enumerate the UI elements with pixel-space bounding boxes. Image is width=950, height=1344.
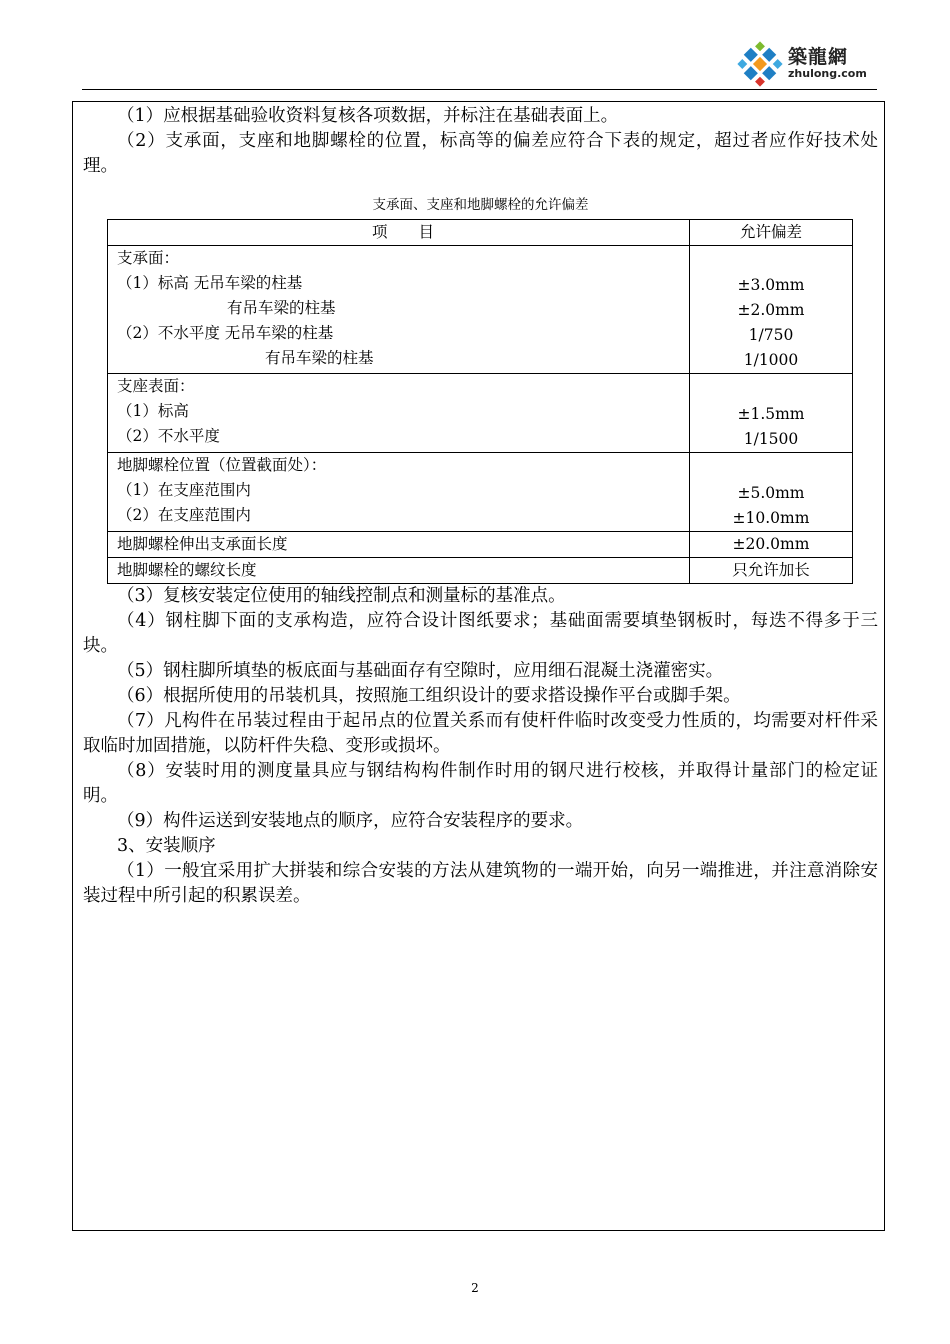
paragraph-8: （8）安装时用的测度量具应与钢结构构件制作时用的钢尺进行校核，并取得计量部门的检定证明。: [83, 761, 878, 806]
section-heading: 3、安装顺序: [117, 836, 216, 856]
table-row: [108, 453, 853, 532]
document-body: [83, 104, 878, 909]
table-row: [108, 558, 853, 584]
table-caption: 支承面、支座和地脚螺栓的允许偏差: [372, 197, 589, 213]
page-number: 2: [471, 1281, 479, 1295]
value-line: ±3.0mm: [737, 276, 805, 294]
group-line: （2）不水平度 无吊车梁的柱基: [117, 324, 334, 342]
table-header-row: [108, 220, 853, 246]
value-line: ±10.0mm: [732, 509, 810, 527]
paragraph-2: （2）支承面，支座和地脚螺栓的位置，标高等的偏差应符合下表的规定，超过者应作好技术处理。: [83, 131, 878, 176]
header-value: 允许偏差: [690, 220, 853, 246]
group-title: 支座表面：: [117, 377, 195, 395]
value-line: 1/750: [748, 326, 794, 344]
paragraph-4: （4）钢柱脚下面的支承构造，应符合设计图纸要求；基础面需要填垫钢板时，每迭不得多于三块。: [83, 611, 878, 656]
value-line: ±2.0mm: [737, 301, 805, 319]
row-value: ±20.0mm: [690, 532, 853, 558]
group-line: （1）在支座范围内: [117, 481, 251, 499]
group-line: 有吊车梁的柱基: [227, 299, 336, 317]
row-item: 地脚螺栓的螺纹长度: [108, 558, 690, 584]
paragraph-3: （3）复核安装定位使用的轴线控制点和测量标的基准点。: [117, 586, 566, 606]
header-item: 项 目: [108, 220, 690, 246]
table-row: [108, 374, 853, 453]
zhulong-logo: [736, 36, 876, 88]
row-value: 只允许加长: [690, 558, 853, 584]
value-line: ±1.5mm: [737, 405, 805, 423]
group-line: （2）不水平度: [117, 427, 220, 445]
group-title: 地脚螺栓位置（位置截面处）：: [117, 456, 327, 474]
paragraph-10: （1）一般宜采用扩大拼装和综合安装的方法从建筑物的一端开始，向另一端推进，并注意消除安装过程中所引起的积累误差。: [83, 861, 878, 906]
group-line: （1）标高 无吊车梁的柱基: [117, 274, 303, 292]
group-line: （2）在支座范围内: [117, 506, 251, 524]
logo-name-cn: 築龍網: [788, 46, 849, 68]
group-line: （1）标高: [117, 402, 189, 420]
value-line: ±5.0mm: [737, 484, 805, 502]
paragraph-1: （1）应根据基础验收资料复核各项数据，并标注在基础表面上。: [117, 106, 619, 126]
logo-domain: zhulong.com: [788, 67, 867, 80]
value-line: 1/1500: [743, 430, 799, 448]
tolerance-table: [107, 219, 853, 584]
logo-mark-icon: [736, 40, 784, 88]
value-line: 1/1000: [743, 351, 799, 369]
row-item: 地脚螺栓伸出支承面长度: [108, 532, 690, 558]
header-rule: [82, 89, 877, 90]
paragraph-5: （5）钢柱脚所填垫的板底面与基础面存有空隙时，应用细石混凝土浇灌密实。: [117, 661, 724, 681]
paragraph-7: （7）凡构件在吊装过程由于起吊点的位置关系而有使杆件临时改变受力性质的，均需要对杆件采取临时加固措施，以防杆件失稳、变形或损坏。: [83, 711, 878, 756]
table-row: [108, 532, 853, 558]
group-title: 支承面：: [117, 249, 180, 267]
paragraph-6: （6）根据所使用的吊装机具，按照施工组织设计的要求搭设操作平台或脚手架。: [117, 686, 741, 706]
paragraph-9: （9）构件运送到安装地点的顺序，应符合安装程序的要求。: [117, 811, 584, 831]
table-row: [108, 246, 853, 374]
group-line: 有吊车梁的柱基: [265, 349, 374, 367]
